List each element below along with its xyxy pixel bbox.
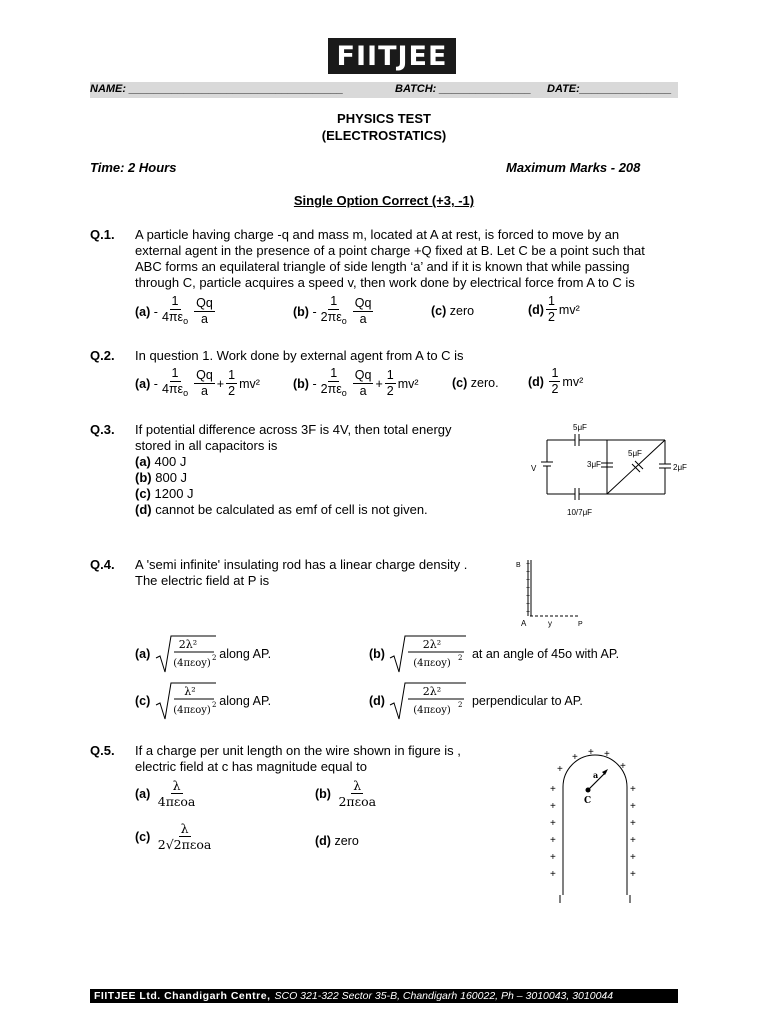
charged-wire-figure (540, 745, 650, 905)
question-number: Q.5. (90, 743, 115, 758)
rod-label-b: B (516, 562, 521, 569)
option-c[interactable]: (c) 1200 J (135, 486, 194, 501)
svg-text:(4πεoy): (4πεoy) (172, 705, 211, 716)
svg-text:+: + (588, 747, 594, 758)
svg-text:2λ²: 2λ² (423, 685, 442, 698)
option-b[interactable]: (b) - $\frac{1}{2\pi\varepsilon_o}$ $\frac{Qq}{a}$ + $\frac{1}{2}$ mv² (293, 366, 419, 398)
svg-text:+: + (526, 609, 531, 616)
svg-text:λ²: λ² (184, 685, 196, 698)
svg-text:+: + (630, 784, 636, 795)
svg-text:2λ²: 2λ² (178, 638, 197, 651)
option-c[interactable]: (c) zero. (452, 376, 499, 390)
cap-label-10-7uf: 10/7μF (567, 508, 593, 517)
question-number: Q.4. (90, 557, 115, 572)
svg-text:+: + (550, 835, 556, 846)
rod-label-a: A (521, 619, 527, 628)
option-c[interactable]: (c) λ² (4πεoy) 2 along AP. (135, 681, 271, 721)
svg-text:+: + (630, 852, 636, 863)
svg-text:+: + (526, 593, 531, 600)
capacitor-circuit-figure (525, 418, 695, 520)
test-subtitle: (ELECTROSTATICS) (321, 128, 447, 143)
question-number: Q.1. (90, 227, 115, 242)
svg-text:+: + (557, 764, 563, 775)
svg-text:2: 2 (211, 654, 217, 662)
max-marks-label: Maximum Marks - 208 (506, 160, 641, 175)
svg-text:+: + (526, 601, 531, 608)
option-b[interactable]: (b) 2λ² (4πεoy) 2 at an angle of 45ο with AP. (369, 634, 619, 674)
radius-label: a (593, 770, 599, 780)
svg-text:+: + (550, 852, 556, 863)
svg-text:+: + (630, 801, 636, 812)
option-d[interactable]: (d) cannot be calculated as emf of cell is not given. (135, 502, 428, 517)
question-text: In question 1. Work done by external agent from A to C is (135, 348, 464, 363)
svg-text:+: + (526, 561, 531, 568)
svg-text:+: + (526, 585, 531, 592)
time-label: Time: 2 Hours (90, 160, 177, 175)
svg-text:2λ²: 2λ² (423, 638, 442, 651)
svg-text:+: + (550, 784, 556, 795)
section-heading: Single Option Correct (+3, -1) (293, 193, 475, 208)
option-d[interactable]: (d) 2λ² (4πεoy) 2 perpendicular to AP. (369, 681, 583, 721)
option-c[interactable]: (c) zero (431, 304, 475, 318)
svg-text:(4πεoy): (4πεoy) (413, 658, 452, 669)
svg-text:+: + (630, 869, 636, 880)
fiitjee-logo: FIITJEE (328, 38, 456, 74)
cap-label-3uf: 3μF (587, 460, 601, 469)
svg-text:+: + (526, 569, 531, 576)
center-label: C (584, 796, 592, 806)
svg-text:+: + (604, 749, 610, 760)
footer-bar (90, 989, 678, 1003)
student-info-bar (90, 82, 678, 98)
svg-text:+: + (572, 752, 578, 763)
question-text: If potential difference across 3F is 4V, then total energy stored in all capacitors is (a) 400 J (b) 800 J (c) 1200 J (d) cannot be calculated as emf of cell is not given. (135, 422, 525, 518)
option-b[interactable]: (b) $\frac{\lambda}{\text{2πεoa}}$ (315, 778, 377, 809)
option-d[interactable]: (d) zero (315, 834, 359, 848)
svg-text:+: + (620, 761, 626, 772)
name-field-label: NAME: ___________________________________ (90, 83, 344, 95)
option-b[interactable]: (b) 800 J (135, 470, 188, 485)
svg-text:+: + (550, 801, 556, 812)
cap-label-5uf-top: 5μF (573, 423, 587, 432)
rod-label-p: P (578, 621, 583, 628)
svg-text:+: + (630, 818, 636, 829)
sqrt-expression (154, 634, 216, 674)
option-a[interactable]: (a) 2λ² (4πεoy) 2 along AP. (135, 634, 271, 674)
svg-text:2: 2 (458, 654, 463, 662)
batch-field-label: BATCH: _______________ (395, 83, 532, 95)
option-a[interactable]: (a) - $\frac{1}{4\pi\varepsilon_o}$ $\frac{Qq}{a}$ (135, 294, 213, 326)
cap-label-2uf: 2μF (673, 463, 687, 472)
svg-text:2: 2 (211, 701, 217, 709)
option-a[interactable]: (a) $\frac{\lambda}{\text{4πεoa}}$ (135, 778, 196, 809)
question-text: A particle having charge -q and mass m, located at A at rest, is forced to move by an external agent in the presence of a point charge +Q fixed at B. Let C be a point such that ABC forms an equilateral triangle of side length ‘a’ and if it is known that while passing through C, particle acquires a speed v, then work done by electrical force from A to C is (135, 227, 645, 290)
semi-infinite-rod-figure (508, 556, 598, 630)
question-text: If a charge per unit length on the wire shown in figure is , electric field at c has magnitude equal to (135, 743, 461, 774)
svg-text:(4πεoy): (4πεoy) (413, 705, 452, 716)
date-field-label: DATE:_______________ (547, 83, 672, 95)
option-c[interactable]: (c) $\frac{\lambda}{\text{2√2πεoa}}$ (135, 821, 212, 852)
sqrt-expression (388, 681, 468, 721)
svg-text:+: + (550, 818, 556, 829)
option-d[interactable]: (d) $\frac{1}{2}$ mv² (528, 294, 580, 324)
question-text: A 'semi infinite' insulating rod has a linear charge density . The electric field at P is (135, 557, 468, 588)
option-b[interactable]: (b) - $\frac{1}{2\pi\varepsilon_o}$ $\frac{Qq}{a}$ (293, 294, 372, 326)
cell-label-v: V (531, 464, 537, 473)
svg-text:+: + (630, 835, 636, 846)
svg-text:2: 2 (458, 701, 463, 709)
option-d[interactable]: (d) $\frac{1}{2}$ mv² (528, 366, 584, 396)
option-a[interactable]: (a) - $\frac{1}{4\pi\varepsilon_o}$ $\frac{Qq}{a}$ + $\frac{1}{2}$ mv² (135, 366, 260, 398)
test-title: PHYSICS TEST (337, 111, 431, 126)
svg-text:+: + (526, 577, 531, 584)
rod-label-y: y (548, 619, 552, 628)
question-number: Q.3. (90, 422, 115, 437)
cap-label-5uf-diag: 5μF (628, 449, 642, 458)
footer-address: SCO 321-322 Sector 35-B, Chandigarh 160022, Ph – 3010043, 3010044 (274, 990, 614, 1002)
svg-text:(4πεoy): (4πεoy) (172, 658, 211, 669)
svg-text:+: + (550, 869, 556, 880)
option-a[interactable]: (a) 400 J (135, 454, 187, 469)
sqrt-expression (388, 634, 468, 674)
sqrt-expression (154, 681, 216, 721)
question-number: Q.2. (90, 348, 115, 363)
footer-org: FIITJEE Ltd. Chandigarh Centre, (94, 990, 271, 1002)
